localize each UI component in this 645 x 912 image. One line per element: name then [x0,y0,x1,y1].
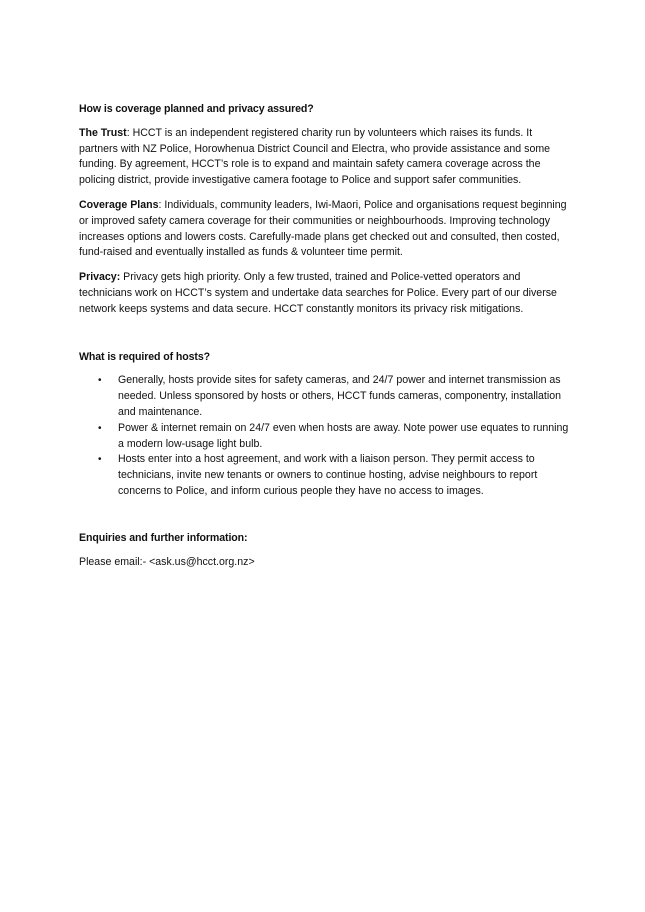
bullet-icon: • [98,375,102,387]
list-item-text: Hosts enter into a host agreement, and work with a liaison person. They permit access to technicians, invite new tenants or owners to continue hosting, advise neighbours to report concerns to Police, and inform curious people they have no access to images. [118,453,538,497]
bullet-icon: • [98,422,102,434]
hosts-list [79,373,569,499]
trust-paragraph [79,126,569,189]
list-item-text: Generally, hosts provide sites for safety cameras, and 24/7 power and internet transmission as needed. Unless sponsored by hosts or others, HCCT funds cameras, componentry, installation and maintenance. [118,374,562,418]
document-page [79,102,569,570]
coverage-plans-text: : Individuals, community leaders, Iwi-Maori, Police and organisations request beginning or improved safety camera coverage for their communities or neighbourhoods. Improving technology increases options and lowers costs. Carefully-made plans get checked out and consulted, then costed, fund-raised and eventually installed as funds & volunteer time permit. [79,198,567,259]
privacy-paragraph [79,270,569,317]
coverage-plans-lead: Coverage Plans [79,198,159,211]
coverage-heading: How is coverage planned and privacy assured? [79,103,314,115]
privacy-text: Privacy gets high priority. Only a few trusted, trained and Police-vetted operators and technicians work on HCCT’s system and undertake data searches for Police. Every part of our diverse network keeps systems and data secure. HCCT constantly monitors its privacy risk mitigations. [79,271,557,315]
enquiries-heading: Enquiries and further information: [79,531,248,544]
bullet-icon: • [98,454,102,466]
trust-lead: The Trust [79,126,127,139]
privacy-lead: Privacy: [79,271,121,284]
list-item [79,373,569,420]
list-item-text: Power & internet remain on 24/7 even when hosts are away. Note power use equates to running a modern low-usage light bulb. [118,421,569,450]
hosts-heading: What is required of hosts? [79,350,211,363]
list-item [79,421,569,453]
trust-text: : HCCT is an independent registered charity run by volunteers which raises its funds. It partners with NZ Police, Horowhenua District Council and Electra, who provide assistance and some funding. By agreement, HCCT’s role is to expand and maintain safety camera coverage across the policing district, provide investigative camera footage to Police and support safer communities. [79,126,551,187]
enquiries-text: Please email:- <ask.us@hcct.org.nz> [79,555,255,568]
list-item [79,452,569,499]
coverage-plans-paragraph [79,198,569,261]
